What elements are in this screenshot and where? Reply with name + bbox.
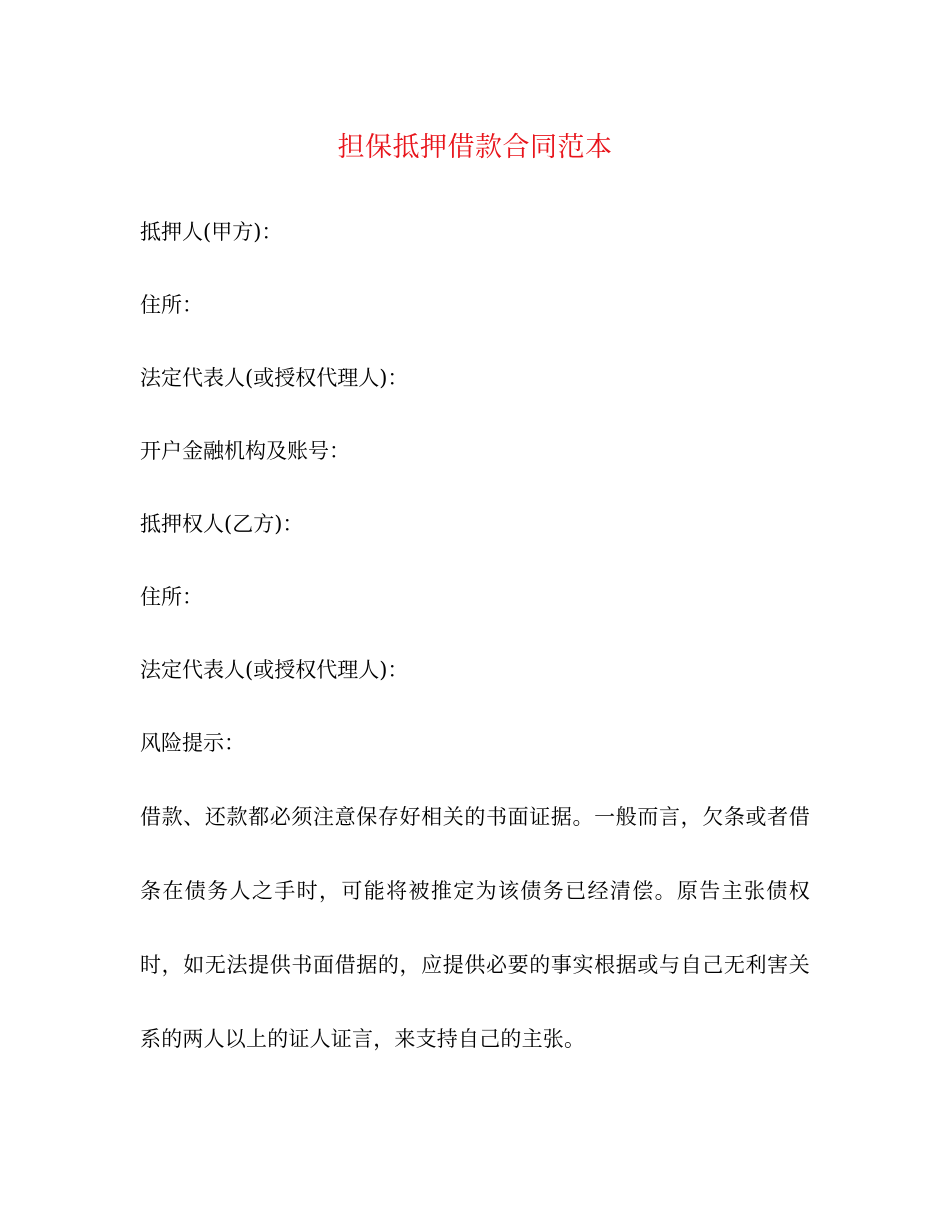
risk-notice-paragraph: 借款、还款都必须注意保存好相关的书面证据。一般而言，欠条或者借条在债务人之手时，可能将被推定为该债务已经清偿。原告主张债权时，如无法提供书面借据的，应提供必要的事实根据或与自己无利害关系的两人以上的证人证言，来支持自己的主张。 — [140, 805, 810, 1051]
document-title: 担保抵押借款合同范本 — [337, 132, 613, 163]
document-body — [140, 212, 810, 1076]
mortgagee-representative-field: 法定代表人(或授权代理人)： — [140, 658, 409, 682]
mortgagor-address-field: 住所： — [140, 293, 203, 317]
mortgagor-field: 抵押人(甲方)： — [140, 220, 283, 244]
mortgagee-address-field: 住所： — [140, 585, 203, 609]
bank-account-field: 开户金融机构及账号： — [140, 439, 350, 463]
risk-notice-heading: 风险提示： — [140, 731, 245, 755]
mortgagor-representative-field: 法定代表人(或授权代理人)： — [140, 366, 409, 390]
mortgagee-field: 抵押权人(乙方)： — [140, 512, 304, 536]
